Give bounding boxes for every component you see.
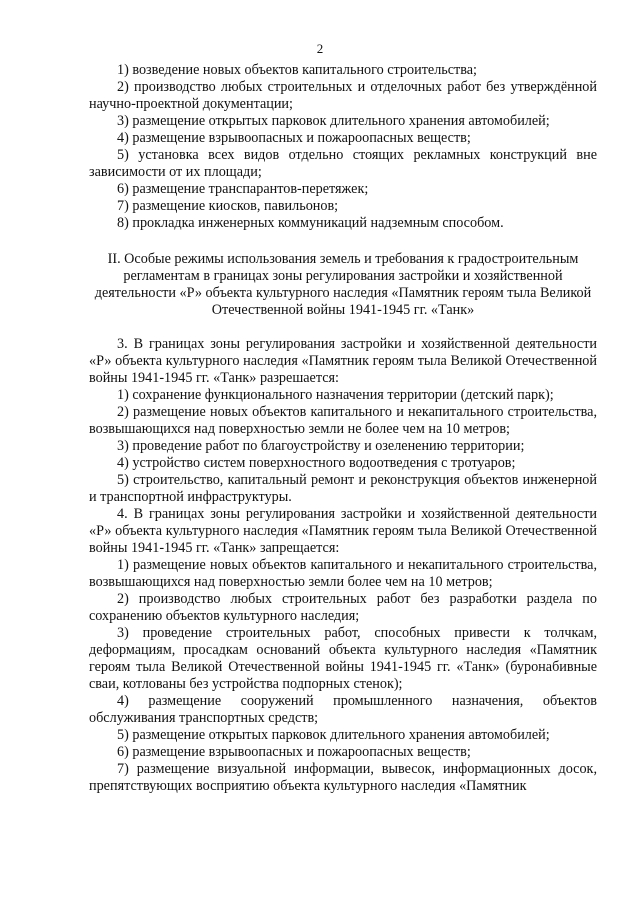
list-item: 6) размещение взрывоопасных и пожароопасных веществ; — [117, 744, 471, 760]
list-item: 8) прокладка инженерных коммуникаций надземным способом. — [117, 215, 504, 231]
list-item: 3) размещение открытых парковок длительного хранения автомобилей; — [117, 113, 550, 129]
list-item: 4) размещение сооружений промышленного назначения, объектов обслуживания транспортных средств; — [89, 693, 597, 726]
list-item: 6) размещение транспарантов-перетяжек; — [117, 181, 369, 197]
list-item: 3) проведение строительных работ, способных привести к толчкам, деформациям, просадкам оснований объекта культурного наследия «Памятник героям тыла Великой Отечественной войны 1941-1945 гг. «Танк» (буронабивные сваи, котлованы без устройства подпорных стенок); — [89, 625, 597, 692]
paragraph-3-intro: 3. В границах зоны регулирования застройки и хозяйственной деятельности «Р» объекта культурного наследия «Памятник героям тыла Великой Отечественной войны 1941-1945 гг. «Танк» разрешается: — [89, 336, 597, 386]
list-item: 5) установка всех видов отдельно стоящих рекламных конструкций вне зависимости от их площади; — [89, 147, 597, 180]
list-item: 4) размещение взрывоопасных и пожароопасных веществ; — [117, 130, 471, 146]
list-item: 5) строительство, капитальный ремонт и реконструкция объектов инженерной и транспортной инфраструктуры. — [89, 472, 597, 505]
list-item: 5) размещение открытых парковок длительного хранения автомобилей; — [117, 727, 550, 743]
list-item: 2) производство любых строительных и отделочных работ без утверждённой научно-проектной документации; — [89, 79, 597, 112]
list-item: 1) размещение новых объектов капитального и некапитального строительства, возвышающихся над поверхностью земли более чем на 10 метров; — [89, 557, 597, 590]
list-item: 1) возведение новых объектов капитального строительства; — [117, 62, 477, 78]
paragraph-4-intro: 4. В границах зоны регулирования застройки и хозяйственной деятельности «Р» объекта культурного наследия «Памятник героям тыла Великой Отечественной войны 1941-1945 гг. «Танк» запрещается: — [89, 506, 597, 556]
list-item: 3) проведение работ по благоустройству и озеленению территории; — [117, 438, 525, 454]
list-item: 4) устройство систем поверхностного водоотведения с тротуаров; — [117, 455, 516, 471]
list-item: 7) размещение визуальной информации, вывесок, информационных досок, препятствующих восприятию объекта культурного наследия «Памятник — [89, 761, 597, 794]
list-item: 2) размещение новых объектов капитального и некапитального строительства, возвышающихся над поверхностью земли не более чем на 10 метров; — [89, 404, 597, 437]
list-item: 1) сохранение функционального назначения территории (детский парк); — [117, 387, 554, 403]
document-body — [89, 62, 597, 795]
list-item: 2) производство любых строительных работ без разработки раздела по сохранению объектов культурного наследия; — [89, 591, 597, 624]
section-heading: II. Особые режимы использования земель и требования к градостроительным регламентам в границах зоны регулирования застройки и хозяйственной деятельности «Р» объекта культурного наследия «Памятник героям тыла Великой Отечественной войны 1941-1945 гг. «Танк» — [94, 251, 592, 318]
list-item: 7) размещение киосков, павильонов; — [117, 198, 339, 214]
page-number: 2 — [316, 41, 324, 56]
